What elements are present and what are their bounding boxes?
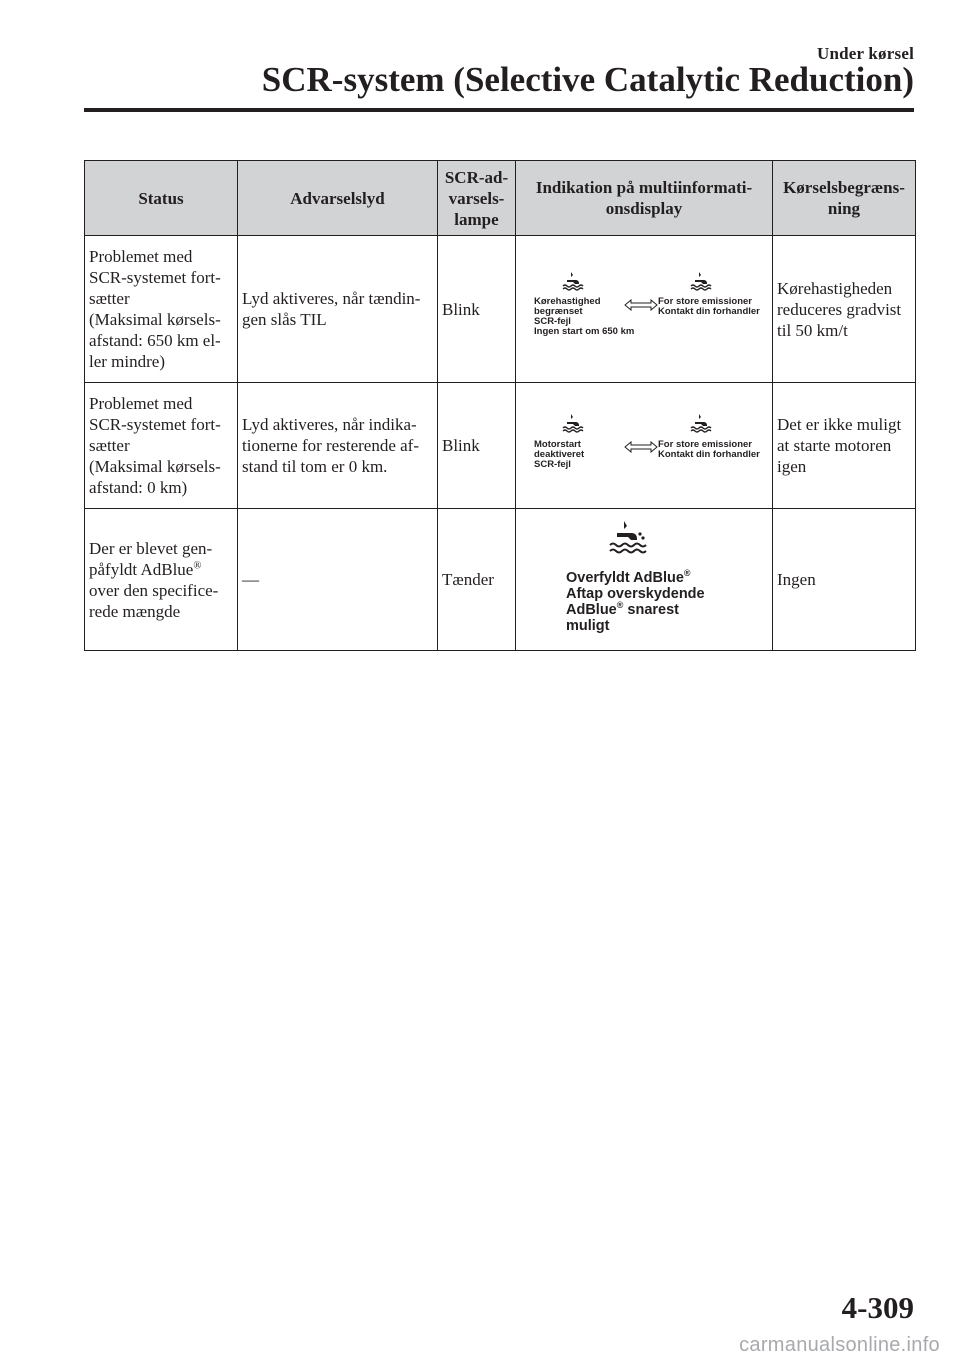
lamp-cell: Blink xyxy=(438,383,516,509)
scr-warning-icon xyxy=(562,271,584,291)
limit-cell: Kørehastigheden reduceres gradvist til 50 km/t xyxy=(773,236,916,383)
header-status: Status xyxy=(85,161,238,236)
limit-cell: Ingen xyxy=(773,509,916,651)
header-display: Indikation på multiinformati- onsdisplay xyxy=(516,161,773,236)
lamp-cell: Blink xyxy=(438,236,516,383)
scr-warning-icon xyxy=(690,413,712,433)
page-number: 4-309 xyxy=(841,1290,914,1325)
display-line: muligt xyxy=(566,617,610,634)
table-header-row xyxy=(85,161,916,236)
double-arrow-icon xyxy=(624,441,658,453)
title-rule xyxy=(84,108,914,112)
sound-cell: — xyxy=(238,509,438,651)
limit-cell: Det er ikke muligt at starte motoren igen xyxy=(773,383,916,509)
display-message xyxy=(566,567,705,634)
status-line: påfyldt AdBlue xyxy=(89,559,194,579)
status-line: over den specifice- xyxy=(89,580,219,600)
registered-mark: ® xyxy=(616,599,624,610)
header-lamp: SCR-ad- varsels- lampe xyxy=(438,161,516,236)
display-message-left: Kørehastighed begrænset SCR-fejl Ingen start om 650 km xyxy=(534,296,635,337)
display-line: Aftap overskydende xyxy=(566,585,705,602)
page-title: SCR-system (Selective Catalytic Reduction) xyxy=(261,60,914,99)
status-cell: Problemet med SCR-systemet fort- sætter (Maksimal kørsels- afstand: 650 km el- ler mindre) xyxy=(85,236,238,383)
table-row xyxy=(85,509,916,651)
lamp-cell: Tænder xyxy=(438,509,516,651)
display-message-right: For store emissioner Kontakt din forhandler xyxy=(658,296,760,317)
watermark: carmanualsonline.info xyxy=(739,1334,940,1356)
display-cell xyxy=(516,236,773,383)
display-message-right: For store emissioner Kontakt din forhandler xyxy=(658,438,760,460)
table-row xyxy=(85,383,916,509)
display-illustration xyxy=(520,261,768,357)
display-line: Overfyldt AdBlue xyxy=(566,569,684,586)
display-line: AdBlue xyxy=(566,601,617,618)
table-row xyxy=(85,236,916,383)
scr-warning-icon xyxy=(562,413,584,433)
display-message-left: Motorstart deaktiveret SCR-fejl xyxy=(534,438,585,470)
section-label: Under kørsel xyxy=(816,44,914,63)
display-cell xyxy=(516,509,773,651)
scr-warning-icon xyxy=(690,271,712,291)
status-line: Der er blevet gen- xyxy=(89,538,213,558)
registered-mark: ® xyxy=(193,559,202,571)
status-line: rede mængde xyxy=(89,601,181,621)
sound-cell: Lyd aktiveres, når tændin- gen slås TIL xyxy=(238,236,438,383)
status-cell: Problemet med SCR-systemet fort- sætter (Maksimal kørsels- afstand: 0 km) xyxy=(85,383,238,509)
display-line: snarest xyxy=(623,601,679,618)
sound-cell: Lyd aktiveres, når indika- tionerne for resterende af- stand til tom er 0 km. xyxy=(238,383,438,509)
header-sound: Advarselslyd xyxy=(238,161,438,236)
header-limit: Kørselsbegræns- ning xyxy=(773,161,916,236)
scr-warning-table xyxy=(84,160,916,651)
registered-mark: ® xyxy=(683,567,691,578)
status-cell xyxy=(85,509,238,651)
display-illustration xyxy=(520,411,768,481)
display-illustration xyxy=(520,520,768,640)
double-arrow-icon xyxy=(624,299,658,311)
adblue-overfill-icon xyxy=(608,520,648,554)
display-cell xyxy=(516,383,773,509)
